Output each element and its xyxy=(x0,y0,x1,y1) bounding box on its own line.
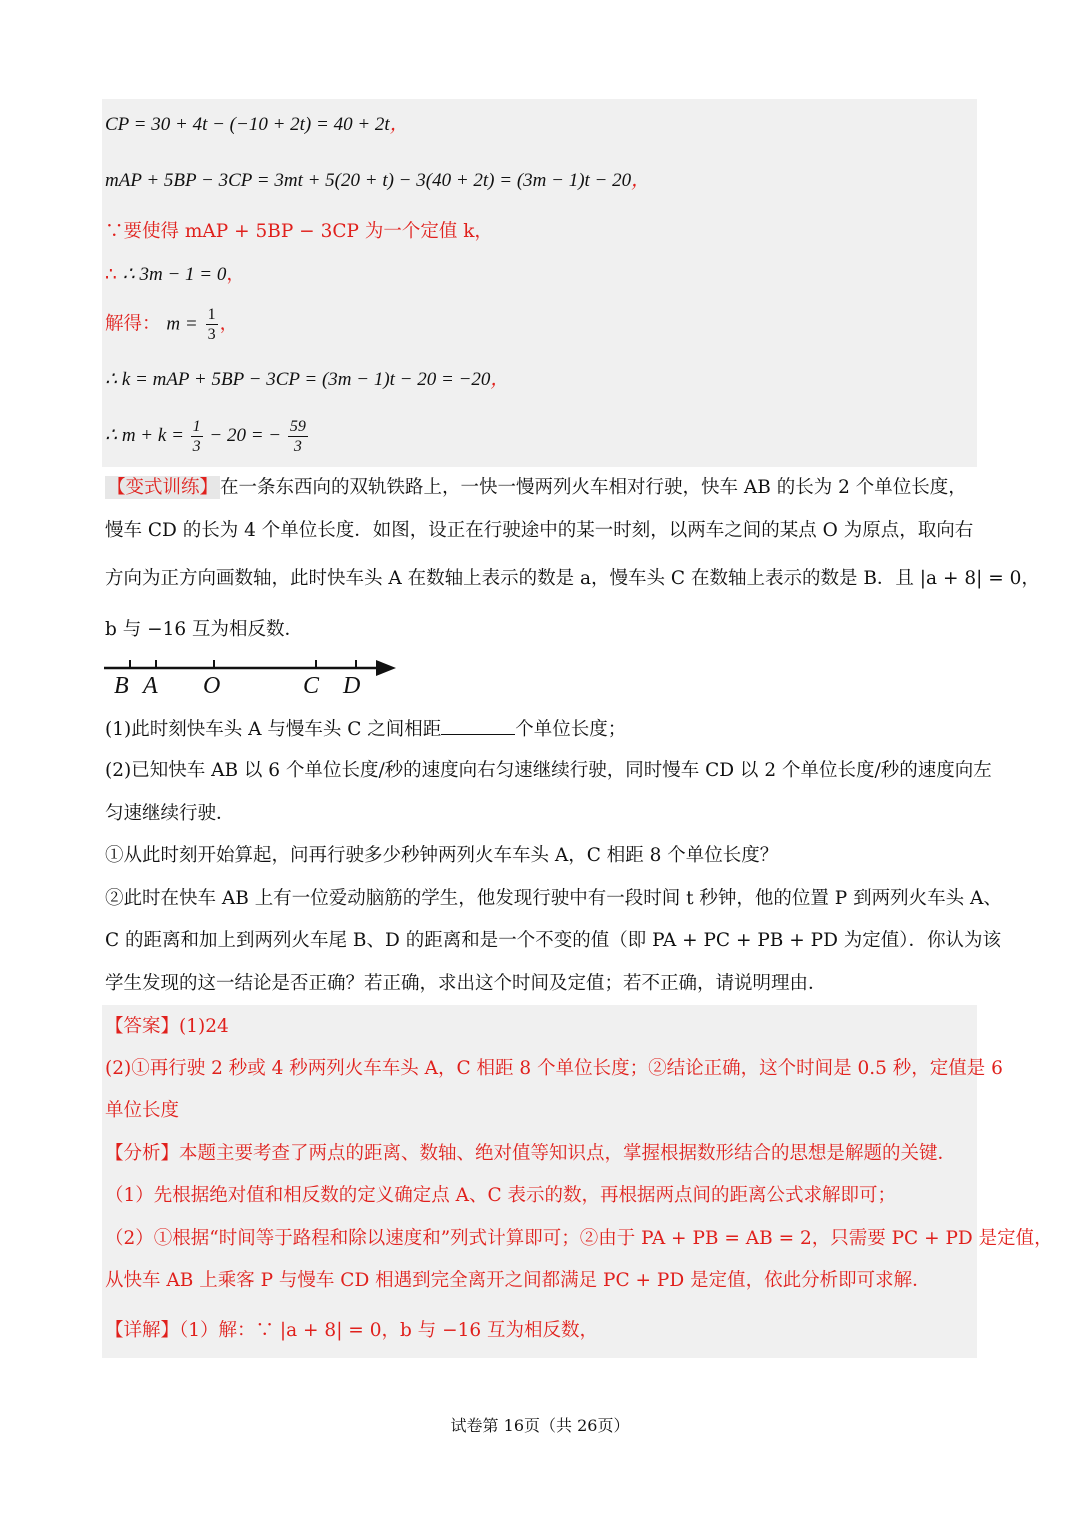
label-d: D xyxy=(343,673,361,699)
solution-line-1: CP = 30 + 4t − (−10 + 2t) = 40 + 2t， xyxy=(105,114,409,135)
problem-line-4: b 与 −16 互为相反数． xyxy=(105,619,304,640)
solution-line-6: ∴ k = mAP + 5BP − 3CP = (3m − 1)t − 20 = −20， xyxy=(105,369,510,390)
solution-line-7: ∴ m + k = $\frac{1}{3}$ − 20 = − $\frac{59}{3}$ xyxy=(105,418,306,456)
fraction: $\frac{1}{3}$ xyxy=(207,306,216,343)
fraction: $\frac{59}{3}$ xyxy=(289,418,306,456)
problem-line-3: 方向为正方向画数轴，此时快车头 A 在数轴上表示的数是 a，慢车头 C 在数轴上表示的数是 B．且 |a + 8| = 0， xyxy=(105,568,1040,589)
question-2-part-2-line-2: C 的距离和加上到两列火车尾 B、D 的距离和是一个不变的值（即 PA + PC + PB + PD 为定值）．你认为该 xyxy=(105,930,1002,951)
answer-line-1: 【答案】(1)24 xyxy=(105,1016,229,1037)
question-2-part-2-line-3: 学生发现的这一结论是否正确？若正确，求出这个时间及定值；若不正确，请说明理由． xyxy=(105,973,827,994)
page-footer: 试卷第 16页（共 26页） xyxy=(450,1416,630,1435)
number-line-diagram xyxy=(100,650,410,700)
question-2-part-2-line-1: ②此时在快车 AB 上有一位爱动脑筋的学生，他发现行驶中有一段时间 t 秒钟，他的位置 P 到两列火车头 A、 xyxy=(105,888,1002,909)
analysis-line-2: （1）先根据绝对值和相反数的定义确定点 A、C 表示的数，再根据两点间的距离公式求解即可； xyxy=(105,1185,897,1206)
variant-training-tag: 【变式训练】 xyxy=(107,477,219,498)
label-b: B xyxy=(114,673,129,699)
analysis-line-4: 从快车 AB 上乘客 P 与慢车 CD 相遇到完全离开之间都满足 PC + PD 是定值，依此分析即可求解． xyxy=(105,1270,931,1291)
question-1: (1)此时刻快车头 A 与慢车头 C 之间相距 个单位长度； xyxy=(105,716,626,743)
solution-line-5: 解得： m = $\frac{1}{3}$ ， xyxy=(105,306,239,343)
analysis-line-3: （2）①根据“时间等于路程和除以速度和”列式计算即可；②由于 PA + PB = AB = 2，只需要 PC + PD 是定值， xyxy=(105,1228,1053,1249)
question-2-line-2: 匀速继续行驶． xyxy=(105,803,235,824)
question-2-line-1: (2)已知快车 AB 以 6 个单位长度/秒的速度向右匀速继续行驶，同时慢车 CD 以 2 个单位长度/秒的速度向左 xyxy=(105,760,992,781)
question-2-part-1: ①从此时刻开始算起，问再行驶多少秒钟两列火车车头 A，C 相距 8 个单位长度？ xyxy=(105,845,779,866)
label-o: O xyxy=(203,673,221,699)
detail-line-1: 【详解】（1）解：∵ |a + 8| = 0，b 与 −16 互为相反数， xyxy=(105,1320,598,1341)
solution-line-2: mAP + 5BP − 3CP = 3mt + 5(20 + t) − 3(40 + 2t) = (3m − 1)t − 20， xyxy=(105,170,651,191)
axis-arrow xyxy=(376,660,396,676)
answer-blank xyxy=(441,716,515,735)
answer-line-2: (2)①再行驶 2 秒或 4 秒两列火车车头 A，C 相距 8 个单位长度；②结论正确，这个时间是 0.5 秒，定值是 6 xyxy=(105,1058,1003,1079)
label-c: C xyxy=(303,673,320,699)
problem-line-2: 慢车 CD 的长为 4 个单位长度．如图，设正在行驶途中的某一时刻，以两车之间的某点 O 为原点，取向右 xyxy=(105,520,974,541)
label-a: A xyxy=(143,673,158,699)
solution-line-3: ∵要使得 mAP + 5BP − 3CP 为一个定值 k， xyxy=(105,221,493,242)
fraction: $\frac{1}{3}$ xyxy=(192,418,201,456)
answer-line-3: 单位长度 xyxy=(105,1100,180,1121)
problem-line-1: 【变式训练】 在一条东西向的双轨铁路上，一快一慢两列火车相对行驶，快车 AB 的长为 2 个单位长度， xyxy=(107,477,967,498)
analysis-line-1: 【分析】本题主要考查了两点的距离、数轴、绝对值等知识点，掌握根据数形结合的思想是解题的关键． xyxy=(105,1143,957,1164)
solution-line-4: ∴ ∴ 3m − 1 = 0， xyxy=(105,264,245,285)
